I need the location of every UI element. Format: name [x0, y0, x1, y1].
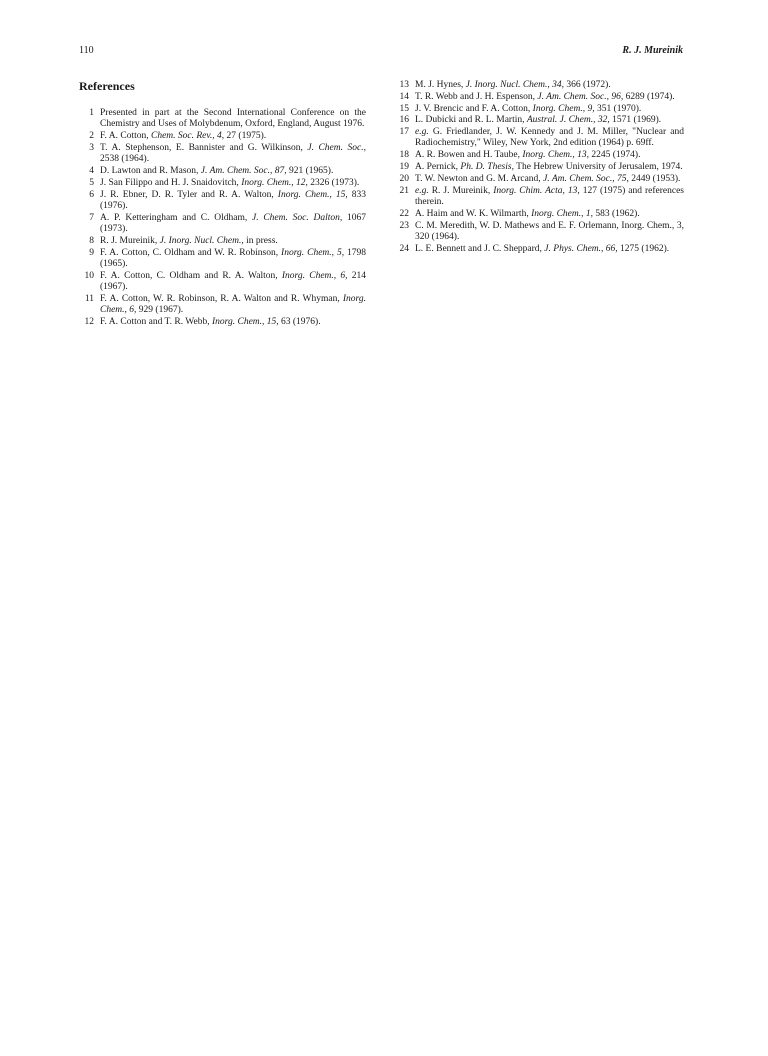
- reference-number: 3: [89, 142, 94, 153]
- reference-text: F. A. Cotton, Chem. Soc. Rev., 4, 27 (1975).: [100, 131, 267, 142]
- reference-text: J. V. Brencic and F. A. Cotton, Inorg. Chem., 9, 351 (1970).: [415, 103, 642, 114]
- references-right-column: [394, 80, 684, 255]
- reference-text: e.g. R. J. Mureinik, Inorg. Chim. Acta, 13, 127 (1975) and references therein.: [415, 185, 684, 207]
- reference-text: C. M. Meredith, W. D. Mathews and E. F. Orlemann, Inorg. Chem., 3, 320 (1964).: [415, 220, 684, 242]
- reference-number: 15: [399, 103, 409, 114]
- reference-text: e.g. G. Friedlander, J. W. Kennedy and J. M. Miller, "Nuclear and Radiochemistry," Wiley, New York, 2nd edition (1964) p. 69ff.: [415, 127, 684, 149]
- reference-number: 24: [399, 243, 409, 254]
- reference-number: 19: [399, 162, 409, 173]
- reference-item: [394, 209, 684, 220]
- reference-item: [394, 186, 684, 209]
- reference-item: [79, 131, 366, 142]
- reference-text: D. Lawton and R. Mason, J. Am. Chem. Soc., 87, 921 (1965).: [100, 165, 334, 176]
- reference-text: A. Haim and W. K. Wilmarth, Inorg. Chem., 1, 583 (1962).: [415, 208, 640, 219]
- reference-number: 6: [89, 189, 94, 200]
- reference-text: L. E. Bennett and J. C. Sheppard, J. Phys. Chem., 66, 1275 (1962).: [415, 243, 670, 254]
- reference-text: L. Dubicki and R. L. Martin, Austral. J. Chem., 32, 1571 (1969).: [415, 115, 662, 126]
- reference-text: T. A. Stephenson, E. Bannister and G. Wilkinson, J. Chem. Soc., 2538 (1964).: [100, 142, 366, 165]
- reference-text: A. P. Ketteringham and C. Oldham, J. Chem. Soc. Dalton, 1067 (1973).: [100, 212, 367, 234]
- reference-text: J. San Filippo and H. J. Snaidovitch, Inorg. Chem., 12, 2326 (1973).: [100, 177, 360, 188]
- references-left-column: [79, 108, 366, 329]
- reference-text: Presented in part at the Second International Conference on the Chemistry and Uses of Molybdenum, Oxford, England, August 1976.: [100, 108, 366, 130]
- reference-text: T. R. Webb and J. H. Espenson, J. Am. Chem. Soc., 96, 6289 (1974).: [415, 91, 675, 102]
- reference-item: [394, 221, 684, 244]
- reference-item: [394, 150, 684, 161]
- reference-item: [79, 271, 366, 294]
- reference-text: R. J. Mureinik, J. Inorg. Nucl. Chem., in press.: [100, 235, 278, 246]
- reference-number: 9: [89, 247, 94, 258]
- reference-number: 12: [84, 316, 94, 327]
- reference-number: 16: [399, 115, 409, 126]
- references-heading: References: [79, 79, 135, 93]
- reference-number: 21: [399, 185, 409, 196]
- reference-text: F. A. Cotton, C. Oldham and R. A. Walton, Inorg. Chem., 6, 214 (1967).: [100, 270, 367, 292]
- reference-number: 14: [399, 91, 409, 102]
- reference-number: 18: [399, 150, 409, 161]
- reference-text: A. Pernick, Ph. D. Thesis, The Hebrew University of Jerusalem, 1974.: [415, 162, 683, 173]
- reference-item: [394, 127, 684, 150]
- reference-text: T. W. Newton and G. M. Arcand, J. Am. Chem. Soc., 75, 2449 (1953).: [415, 173, 681, 184]
- reference-item: [79, 178, 366, 189]
- reference-item: [394, 92, 684, 103]
- reference-item: [394, 104, 684, 115]
- reference-number: 17: [399, 127, 409, 138]
- reference-item: [394, 162, 684, 173]
- reference-item: [394, 174, 684, 185]
- reference-text: M. J. Hynes, J. Inorg. Nucl. Chem., 34, 366 (1972).: [415, 80, 611, 90]
- page-number: 110: [79, 45, 94, 56]
- running-head: R. J. Mureinik: [622, 45, 683, 56]
- reference-number: 1: [89, 108, 94, 118]
- reference-number: 23: [399, 220, 409, 231]
- reference-item: [79, 248, 366, 271]
- reference-text: F. A. Cotton and T. R. Webb, Inorg. Chem., 15, 63 (1976).: [100, 316, 321, 327]
- reference-number: 5: [89, 177, 94, 188]
- reference-item: [79, 294, 366, 317]
- reference-text: A. R. Bowen and H. Taube, Inorg. Chem., 13, 2245 (1974).: [415, 150, 641, 161]
- reference-item: [394, 80, 684, 91]
- reference-item: [79, 317, 366, 328]
- reference-item: [79, 166, 366, 177]
- reference-number: 13: [399, 80, 409, 90]
- reference-item: [394, 115, 684, 126]
- reference-text: J. R. Ebner, D. R. Tyler and R. A. Walton, Inorg. Chem., 15, 833 (1976).: [100, 189, 367, 211]
- reference-item: [79, 213, 366, 236]
- reference-item: [79, 143, 366, 166]
- reference-number: 4: [89, 165, 94, 176]
- reference-number: 11: [84, 293, 94, 304]
- reference-number: 10: [84, 270, 94, 281]
- reference-text: F. A. Cotton, W. R. Robinson, R. A. Walton and R. Whyman, Inorg. Chem., 6, 929 (1967).: [100, 293, 366, 316]
- reference-item: [79, 236, 366, 247]
- reference-item: [394, 244, 684, 255]
- reference-number: 2: [89, 131, 94, 142]
- reference-number: 20: [399, 173, 409, 184]
- reference-item: [79, 108, 366, 131]
- reference-text: F. A. Cotton, C. Oldham and W. R. Robinson, Inorg. Chem., 5, 1798 (1965).: [100, 247, 367, 269]
- reference-number: 7: [89, 212, 94, 223]
- reference-number: 8: [89, 235, 94, 246]
- reference-number: 22: [399, 208, 409, 219]
- reference-item: [79, 190, 366, 213]
